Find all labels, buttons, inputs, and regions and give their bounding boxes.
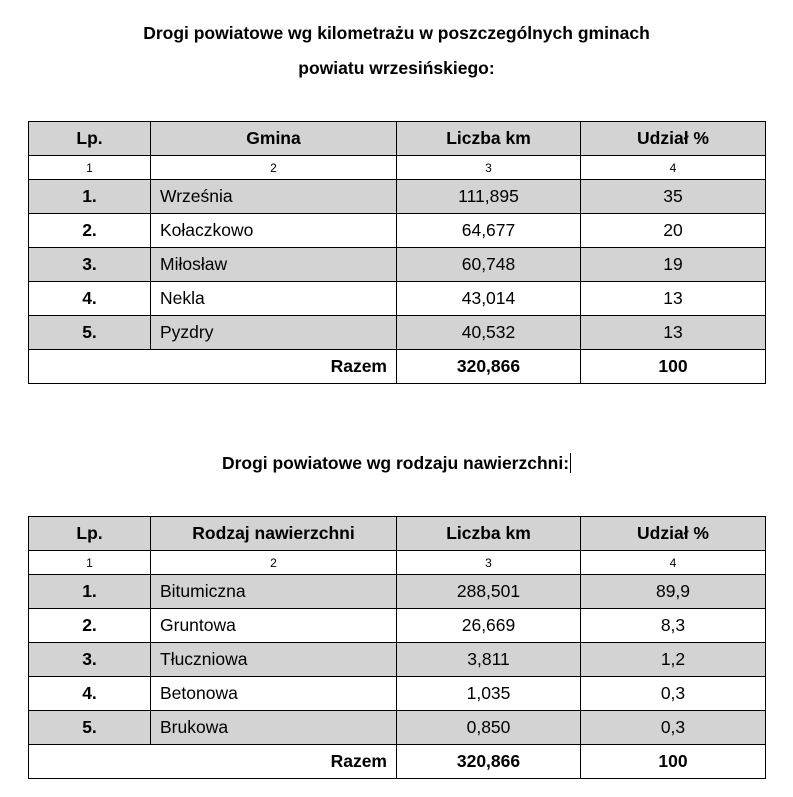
table1-title-line2: powiatu wrzesińskiego: [298, 58, 495, 78]
col-number: 4 [581, 551, 766, 575]
col-number: 4 [581, 156, 766, 180]
total-row [29, 350, 766, 384]
row-lp: 3. [29, 248, 151, 282]
col-number: 1 [29, 551, 151, 575]
row-lp: 2. [29, 609, 151, 643]
row-pct: 1,2 [581, 643, 766, 677]
total-km: 320,866 [397, 350, 581, 384]
header-km: Liczba km [397, 122, 581, 156]
total-km: 320,866 [397, 745, 581, 779]
row-lp: 5. [29, 316, 151, 350]
table1-title-line1: Drogi powiatowe wg kilometrażu w poszczególnych gminach [143, 23, 650, 43]
table-row [29, 677, 766, 711]
table-row [29, 214, 766, 248]
table-row [29, 180, 766, 214]
table2-title[interactable] [0, 453, 793, 473]
table-roads-by-commune [28, 121, 766, 384]
row-name: Miłosław [151, 248, 397, 282]
table-roads-by-surface [28, 516, 766, 779]
row-name: Pyzdry [151, 316, 397, 350]
row-km: 64,677 [397, 214, 581, 248]
row-name: Nekla [151, 282, 397, 316]
column-number-row [29, 156, 766, 180]
row-km: 43,014 [397, 282, 581, 316]
row-km: 60,748 [397, 248, 581, 282]
total-row [29, 745, 766, 779]
header-pct: Udział % [581, 122, 766, 156]
row-lp: 4. [29, 282, 151, 316]
col-number: 1 [29, 156, 151, 180]
header-gmina: Gmina [151, 122, 397, 156]
row-name: Kołaczkowo [151, 214, 397, 248]
row-lp: 1. [29, 575, 151, 609]
text-cursor [570, 453, 571, 473]
row-km: 288,501 [397, 575, 581, 609]
col-number: 2 [151, 551, 397, 575]
total-label: Razem [29, 350, 397, 384]
row-km: 0,850 [397, 711, 581, 745]
row-pct: 35 [581, 180, 766, 214]
row-pct: 0,3 [581, 711, 766, 745]
row-name: Tłuczniowa [151, 643, 397, 677]
row-km: 111,895 [397, 180, 581, 214]
row-pct: 13 [581, 316, 766, 350]
header-surface: Rodzaj nawierzchni [151, 517, 397, 551]
header-km: Liczba km [397, 517, 581, 551]
col-number: 3 [397, 551, 581, 575]
row-name: Gruntowa [151, 609, 397, 643]
row-km: 3,811 [397, 643, 581, 677]
col-number: 3 [397, 156, 581, 180]
header-lp: Lp. [29, 517, 151, 551]
table-row [29, 609, 766, 643]
row-km: 1,035 [397, 677, 581, 711]
table-row [29, 316, 766, 350]
row-lp: 1. [29, 180, 151, 214]
row-lp: 2. [29, 214, 151, 248]
total-label: Razem [29, 745, 397, 779]
table2-title-text: Drogi powiatowe wg rodzaju nawierzchni: [221, 453, 570, 473]
table-header-row [29, 122, 766, 156]
row-name: Brukowa [151, 711, 397, 745]
row-pct: 19 [581, 248, 766, 282]
total-pct: 100 [581, 745, 766, 779]
table-row [29, 282, 766, 316]
row-lp: 3. [29, 643, 151, 677]
col-number: 2 [151, 156, 397, 180]
table-row [29, 711, 766, 745]
row-lp: 4. [29, 677, 151, 711]
row-name: Września [151, 180, 397, 214]
table-row [29, 248, 766, 282]
row-name: Betonowa [151, 677, 397, 711]
header-pct: Udział % [581, 517, 766, 551]
row-km: 40,532 [397, 316, 581, 350]
table-row [29, 643, 766, 677]
row-pct: 13 [581, 282, 766, 316]
header-lp: Lp. [29, 122, 151, 156]
row-pct: 8,3 [581, 609, 766, 643]
table-row [29, 575, 766, 609]
row-pct: 20 [581, 214, 766, 248]
row-km: 26,669 [397, 609, 581, 643]
row-lp: 5. [29, 711, 151, 745]
row-name: Bitumiczna [151, 575, 397, 609]
total-pct: 100 [581, 350, 766, 384]
row-pct: 89,9 [581, 575, 766, 609]
row-pct: 0,3 [581, 677, 766, 711]
table-header-row [29, 517, 766, 551]
column-number-row [29, 551, 766, 575]
